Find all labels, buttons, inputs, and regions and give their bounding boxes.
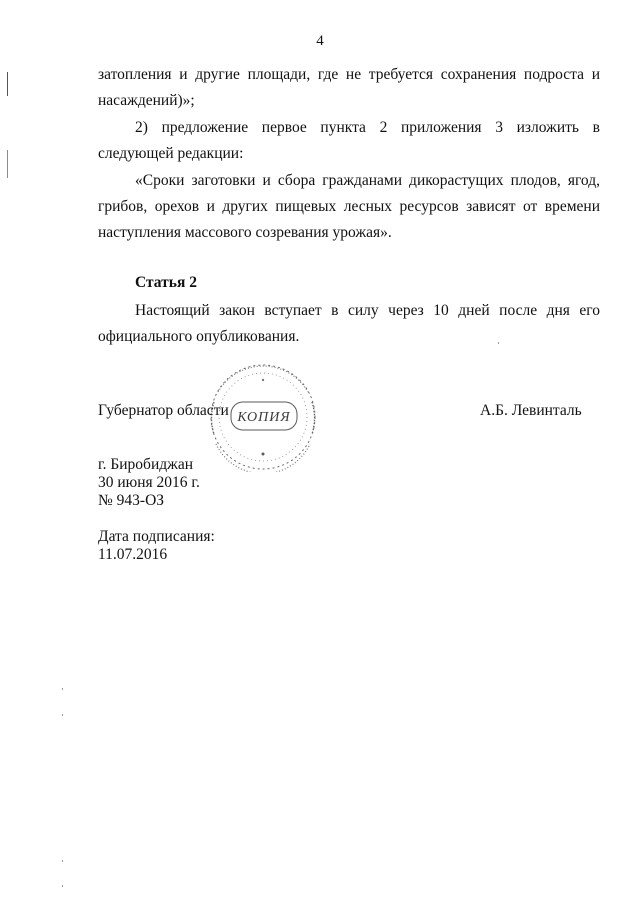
signing-date-label: Дата подписания: bbox=[98, 528, 215, 545]
scan-speck bbox=[62, 860, 63, 862]
place-and-number-block bbox=[98, 456, 200, 510]
scan-speck bbox=[62, 885, 63, 887]
paragraph-entry-into-force: Настоящий закон вступает в силу через 10 дней после дня его официального опубликования. bbox=[98, 302, 600, 345]
scan-speck bbox=[498, 342, 499, 344]
place-city: г. Биробиджан bbox=[98, 456, 194, 473]
scan-margin-mark bbox=[7, 150, 8, 178]
scan-speck bbox=[62, 714, 63, 716]
stamp-text: КОПИЯ bbox=[237, 410, 291, 425]
paragraph-continuation: затопления и другие площади, где не требуется сохранения подроста и насаждений)»; bbox=[98, 66, 600, 109]
signing-date-block bbox=[98, 528, 215, 564]
page-number: 4 bbox=[316, 33, 324, 49]
adoption-date: 30 июня 2016 г. bbox=[98, 474, 200, 491]
article-heading: Статья 2 bbox=[135, 274, 197, 291]
scan-speck bbox=[62, 688, 63, 690]
law-number: № 943-ОЗ bbox=[98, 492, 165, 509]
signature-row bbox=[98, 400, 600, 426]
paragraph-amendment-item-2: 2) предложение первое пункта 2 приложения 3 изложить в следующей редакции: bbox=[98, 119, 600, 162]
scan-margin-mark bbox=[7, 72, 8, 96]
paragraph-quoted-text: «Сроки заготовки и сбора гражданами дикорастущих плодов, ягод, грибов, орехов и других пищевых лесных ресурсов зависят от времени наступления массового созревания урожая». bbox=[98, 172, 600, 241]
signatory-role: Губернатор области bbox=[98, 402, 229, 419]
signatory-name: А.Б. Левинталь bbox=[480, 402, 582, 419]
signing-date-value: 11.07.2016 bbox=[98, 546, 168, 563]
